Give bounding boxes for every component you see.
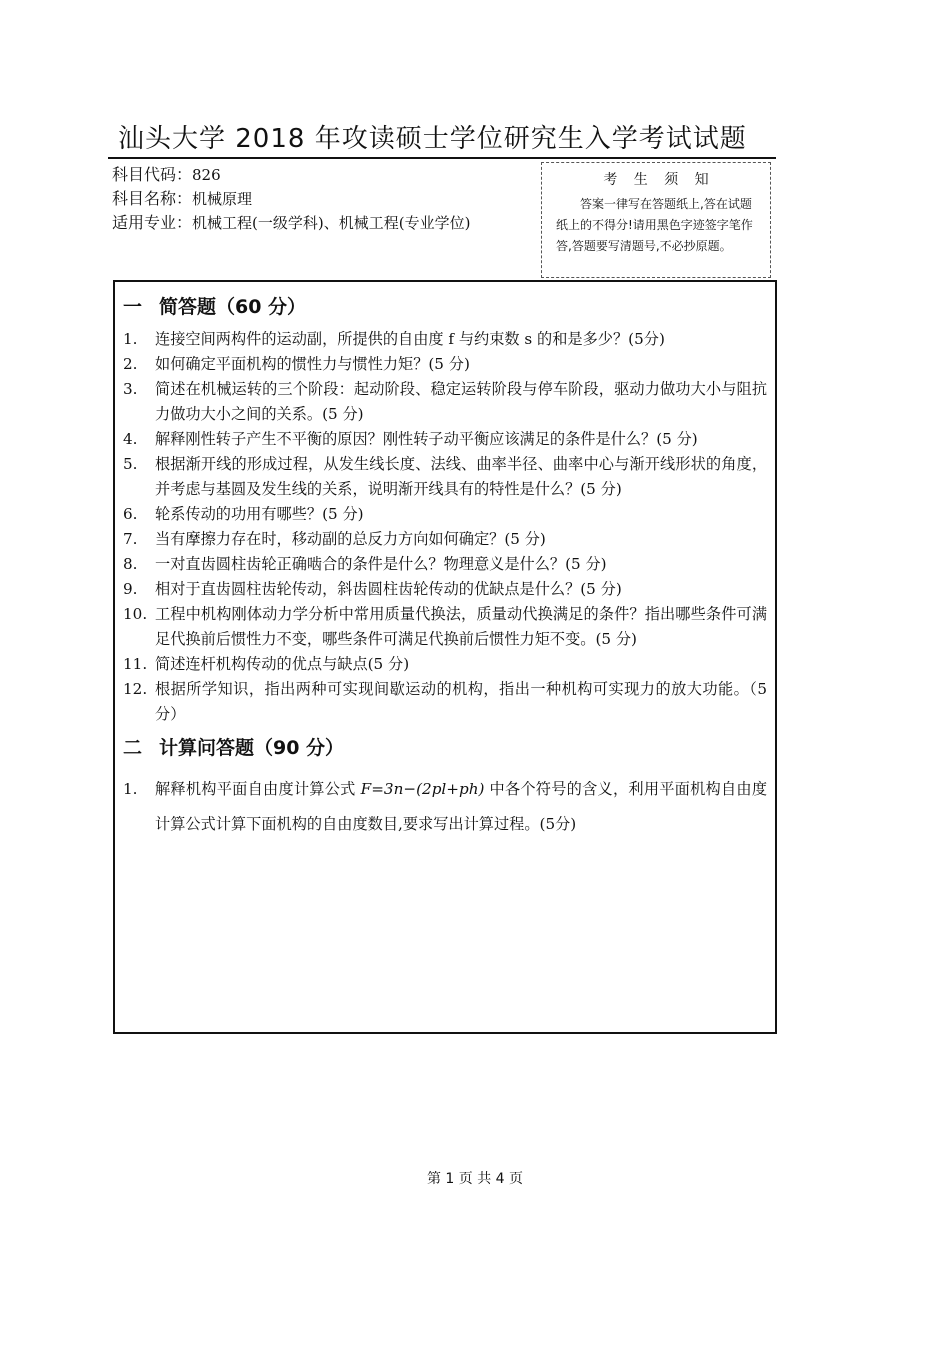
question-item xyxy=(123,452,767,502)
candidate-notice-box xyxy=(541,162,771,278)
question-item xyxy=(123,502,767,527)
question-text: 轮系传动的功用有哪些？(5 分) xyxy=(155,505,364,523)
question-text: 简述在机械运转的三个阶段：起动阶段、稳定运转阶段与停车阶段，驱动力做功大小与阻抗力做功大小之间的关系。(5 分) xyxy=(155,380,767,423)
question-number: 7. xyxy=(123,530,138,548)
subject-name-label: 科目名称： xyxy=(112,189,193,208)
question-number: 4. xyxy=(123,430,138,448)
section-1-mark: 一 xyxy=(123,296,143,318)
question-item xyxy=(123,552,767,577)
question-text: 一对直齿圆柱齿轮正确啮合的条件是什么？物理意义是什么？(5 分) xyxy=(155,555,607,573)
question-item xyxy=(123,652,767,677)
question-text: 如何确定平面机构的惯性力与惯性力矩？(5 分) xyxy=(155,355,470,373)
page-number: 第 1 页 共 4 页 xyxy=(426,1171,524,1187)
question-number: 12. xyxy=(123,680,148,698)
exam-meta xyxy=(112,163,470,235)
question-number: 5. xyxy=(123,455,138,473)
exam-title: 汕头大学 2018 年攻读硕士学位研究生入学考试试题 xyxy=(118,124,747,154)
question-number: 2. xyxy=(123,355,138,373)
question-text: 工程中机构刚体动力学分析中常用质量代换法，质量动代换满足的条件？指出哪些条件可满足代换前后惯性力不变，哪些条件可满足代换前后惯性力矩不变。(5 分) xyxy=(155,605,767,648)
question-number: 6. xyxy=(123,505,138,523)
question-item xyxy=(123,677,767,727)
question-number: 11. xyxy=(123,655,148,673)
question-item xyxy=(123,527,767,552)
question-text: 连接空间两构件的运动副，所提供的自由度 f 与约束数 s 的和是多少？(5分) xyxy=(155,330,665,348)
question-text-before: 解释机构平面自由度计算公式 xyxy=(155,780,356,798)
title-underline xyxy=(108,157,776,159)
question-item xyxy=(123,377,767,427)
question-text: 根据渐开线的形成过程，从发生线长度、法线、曲率半径、曲率中心与渐开线形状的角度，并考虑与基圆及发生线的关系，说明渐开线具有的特性是什么？(5 分) xyxy=(155,455,767,498)
question-text: 相对于直齿圆柱齿轮传动，斜齿圆柱齿轮传动的优缺点是什么？(5 分) xyxy=(155,580,622,598)
question-item xyxy=(123,577,767,602)
question-number: 1. xyxy=(123,330,138,348)
section-2-heading xyxy=(123,733,767,760)
question-box xyxy=(113,280,777,1034)
section-1-question-list xyxy=(123,327,767,727)
question-number: 9. xyxy=(123,580,138,598)
section-2-mark: 二 xyxy=(123,737,143,759)
subject-code-row xyxy=(112,163,470,187)
question-text: 根据所学知识，指出两种可实现间歇运动的机构，指出一种机构可实现力的放大功能。（5 分） xyxy=(155,680,767,723)
notice-body: 答案一律写在答题纸上,答在试题纸上的不得分!请用黑色字迹签字笔作答,答题要写清题号,不必抄原题。 xyxy=(556,197,753,253)
question-number: 10. xyxy=(123,605,148,623)
subject-code: 826 xyxy=(192,166,221,184)
question-number: 8. xyxy=(123,555,138,573)
section-1-title: 简答题（60 分） xyxy=(159,296,307,318)
question-number: 1. xyxy=(123,780,138,798)
question-text-after: 中各个符号的含义，利用平面机构自由度计算公式计算下面机构的自由度数目,要求写出计算过程。(5分) xyxy=(155,780,768,833)
question-text: 简述连杆机构传动的优点与缺点(5 分) xyxy=(155,655,410,673)
majors-row xyxy=(112,211,470,235)
question-text: 当有摩擦力存在时，移动副的总反力方向如何确定？(5 分) xyxy=(155,530,546,548)
question-item xyxy=(123,352,767,377)
question-item xyxy=(123,602,767,652)
dof-formula: F=3n−(2pl+ph) xyxy=(360,780,485,798)
question-item xyxy=(123,772,767,842)
majors: 机械工程(一级学科)、机械工程(专业学位) xyxy=(192,214,471,232)
section-1-heading xyxy=(123,292,767,319)
question-number: 3. xyxy=(123,380,138,398)
notice-title: 考 生 须 知 xyxy=(603,172,715,188)
section-2-title: 计算问答题（90 分） xyxy=(159,737,345,759)
subject-code-label: 科目代码： xyxy=(112,165,193,184)
question-item xyxy=(123,427,767,452)
subject-name-row xyxy=(112,187,470,211)
majors-label: 适用专业： xyxy=(112,213,193,232)
question-item xyxy=(123,327,767,352)
question-text: 解释刚性转子产生不平衡的原因？刚性转子动平衡应该满足的条件是什么？(5 分) xyxy=(155,430,698,448)
subject-name: 机械原理 xyxy=(192,190,253,208)
